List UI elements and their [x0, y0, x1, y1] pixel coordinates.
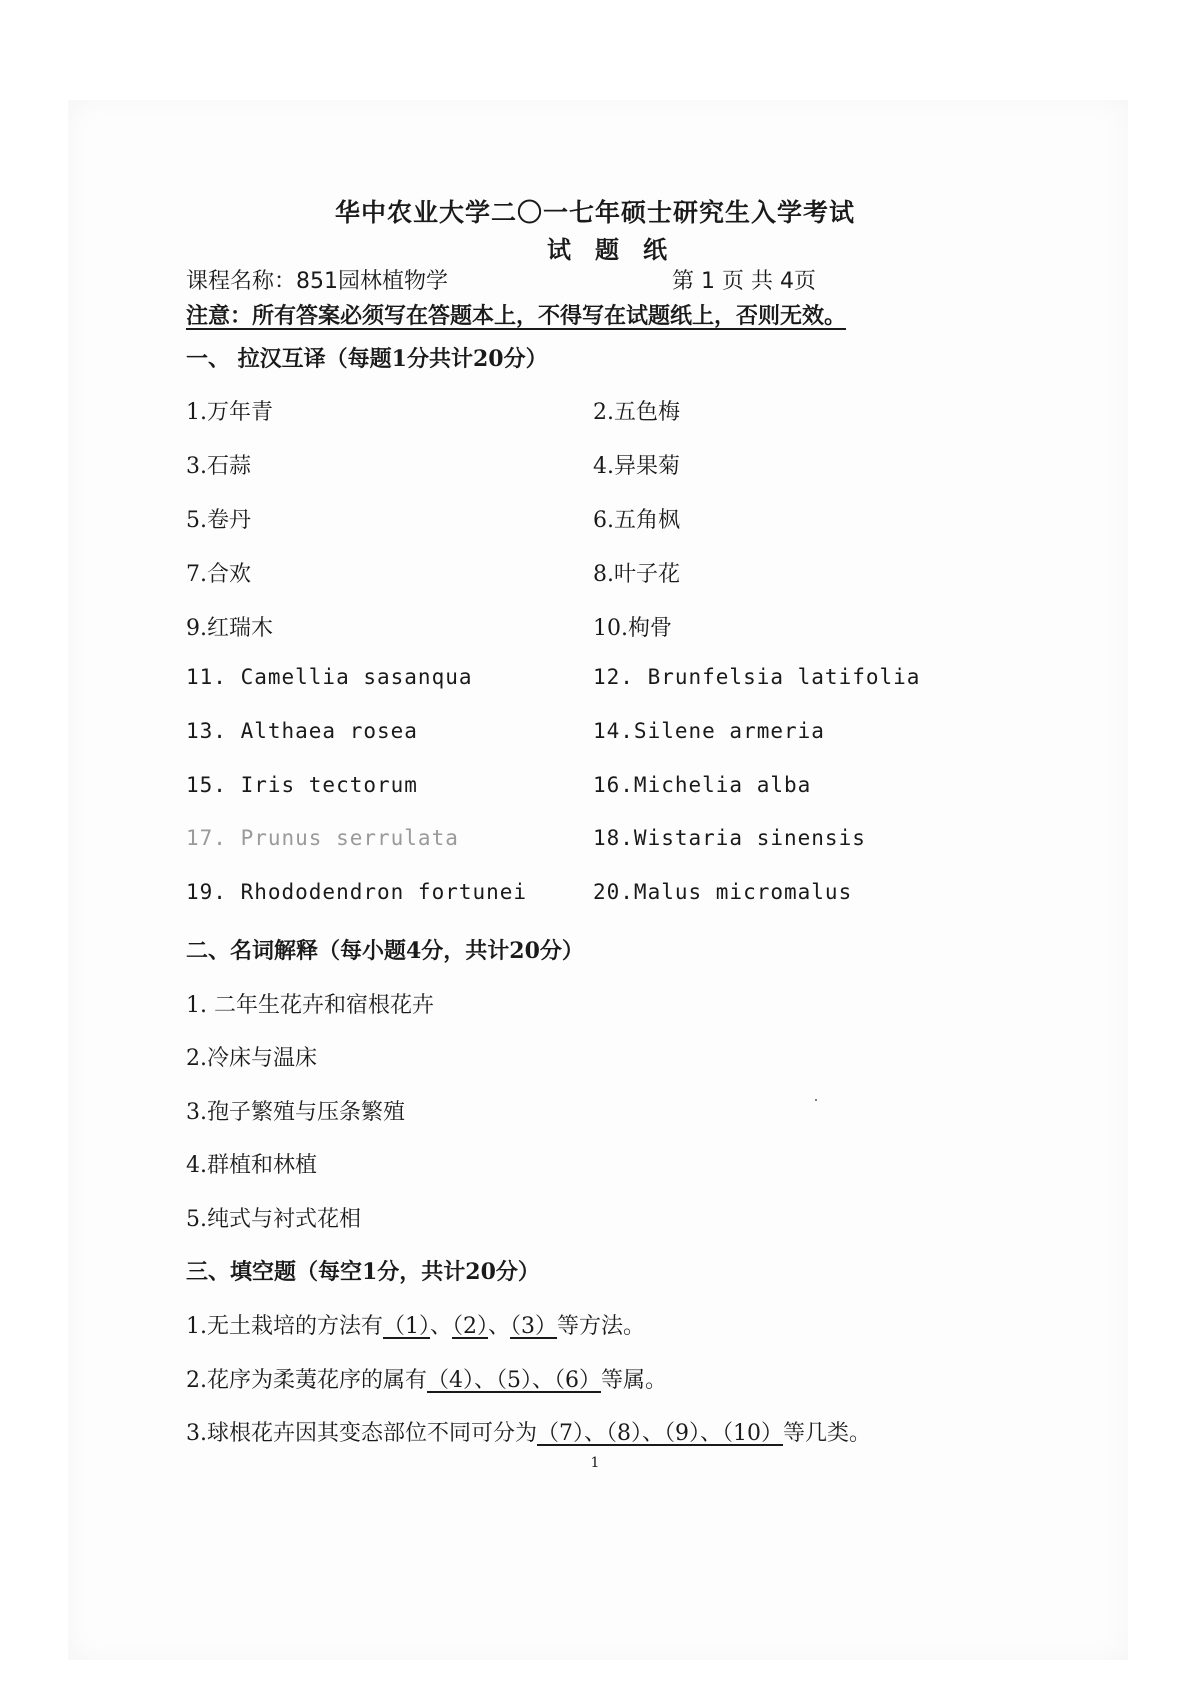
question-1-19: 19. Rhododendron fortunei [186, 880, 528, 904]
question-3-2 [186, 1363, 667, 1394]
question-2-1: 1. 二年生花卉和宿根花卉 [186, 993, 434, 1018]
blank-3: （3） [510, 1314, 558, 1339]
question-1-12: 12. Brunfelsia latifolia [593, 665, 921, 689]
question-1-20: 20.Malus micromalus [593, 880, 853, 904]
exam-subtitle: 试题纸 [547, 235, 691, 264]
page-info: 第 1 页 共 4页 [672, 269, 816, 294]
question-2-4: 4.群植和林植 [186, 1153, 317, 1178]
question-3-3-prefix: 3.球根花卉因其变态部位不同可分为 [186, 1421, 537, 1446]
blank-1: （1） [383, 1314, 430, 1339]
exam-notice: 注意：所有答案必须写在答题本上，不得写在试题纸上，否则无效。 [186, 303, 847, 329]
question-1-6: 6.五角枫 [593, 508, 680, 533]
question-1-3: 3.石蒜 [186, 454, 251, 479]
question-3-2-prefix: 2.花序为柔荑花序的属有 [186, 1368, 427, 1393]
blanks-4-6: （4）、（5）、（6） [427, 1368, 601, 1393]
question-1-10: 10.枸骨 [593, 616, 672, 641]
question-2-3: 3.孢子繁殖与压条繁殖 [186, 1100, 405, 1125]
question-3-3-suffix: 等几类。 [783, 1421, 872, 1446]
question-1-14: 14.Silene armeria [593, 719, 825, 743]
question-1-9: 9.红瑞木 [186, 616, 273, 641]
question-1-1: 1.万年青 [186, 400, 273, 425]
question-1-7: 7.合欢 [186, 562, 251, 587]
question-1-18: 18.Wistaria sinensis [593, 826, 866, 850]
course-name: 课程名称：851园林植物学 [186, 269, 448, 294]
exam-title: 华中农业大学二〇一七年硕士研究生入学考试 [334, 198, 855, 227]
question-3-3 [186, 1416, 871, 1447]
question-1-11: 11. Camellia sasanqua [186, 665, 473, 689]
question-1-13: 13. Althaea rosea [186, 719, 418, 743]
question-3-1-prefix: 1.无土栽培的方法有 [186, 1314, 383, 1339]
question-3-1 [186, 1309, 645, 1340]
question-1-17: 17. Prunus serrulata [186, 826, 459, 850]
separator: 、 [430, 1314, 453, 1339]
section-3-heading: 三、填空题（每空1分，共计20分） [186, 1259, 540, 1285]
blank-2: （2） [452, 1314, 489, 1339]
section-1-heading: 一、 拉汉互译（每题1分共计20分） [186, 346, 548, 372]
separator: 、 [488, 1314, 511, 1339]
section-2-heading: 二、名词解释（每小题4分，共计20分） [186, 938, 584, 964]
question-2-2: 2.冷床与温床 [186, 1046, 317, 1071]
question-3-2-suffix: 等属。 [601, 1368, 668, 1393]
question-1-4: 4.异果菊 [593, 454, 680, 479]
question-1-16: 16.Michelia alba [593, 773, 812, 797]
question-1-5: 5.卷丹 [186, 508, 251, 533]
question-1-15: 15. Iris tectorum [186, 773, 418, 797]
question-1-2: 2.五色梅 [593, 400, 680, 425]
question-2-5: 5.纯式与衬式花相 [186, 1207, 361, 1232]
blanks-7-10: （7）、（8）、（9）、（10） [537, 1421, 783, 1446]
page-number: 1 [590, 1455, 600, 1471]
question-3-1-suffix: 等方法。 [557, 1314, 646, 1339]
scan-speck [815, 1099, 817, 1101]
question-1-8: 8.叶子花 [593, 562, 680, 587]
